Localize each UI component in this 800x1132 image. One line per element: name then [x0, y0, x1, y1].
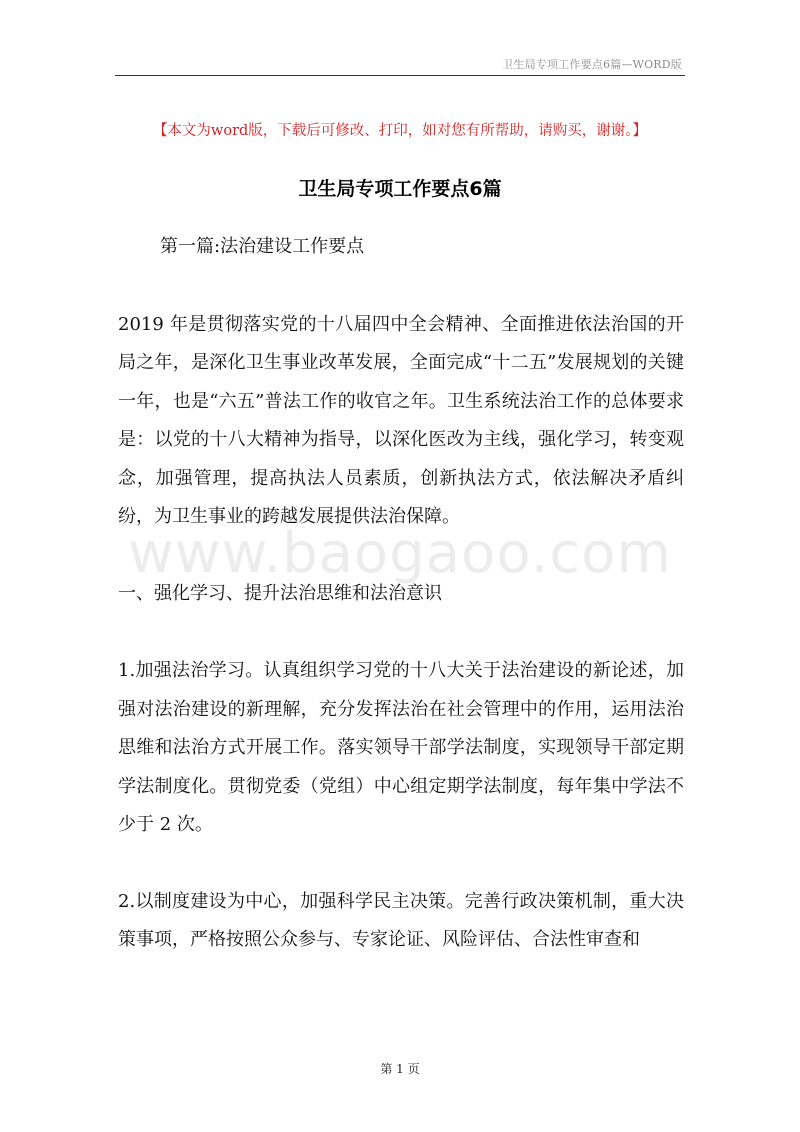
purchase-notice: 【本文为word版，下载后可修改、打印，如对您有所帮助，请购买，谢谢。】	[152, 123, 648, 139]
document-body	[118, 228, 684, 998]
paragraph-item-2: 2.以制度建设为中心，加强科学民主决策。完善行政决策机制，重大决策事项，严格按照公众参与、专家论证、风险评估、合法性审查和	[118, 890, 684, 950]
watermark: www.baogaoo.com	[128, 521, 672, 586]
header-divider	[115, 75, 685, 76]
section-heading: 一、强化学习、提升法治思维和法治意识	[118, 582, 442, 604]
paragraph-intro: 2019 年是贯彻落实党的十八届四中全会精神、全面推进依法治国的开局之年，是深化卫生事业改革发展，全面完成“十二五”发展规划的关键一年，也是“六五”普法工作的收官之年。卫生系统法治工作的总体要求是：以党的十八大精神为指导，以深化医改为主线，强化学习，转变观念，加强管理，提高执法人员素质，创新执法方式，依法解决矛盾纠纷，为卫生事业的跨越发展提供法治保障。	[118, 313, 684, 527]
section-subtitle: 第一篇:法治建设工作要点	[160, 236, 365, 257]
running-header: 卫生局专项工作要点6篇—WORD版	[502, 58, 682, 71]
document-title: 卫生局专项工作要点6篇	[298, 178, 502, 200]
paragraph-item-1: 1.加强法治学习。认真组织学习党的十八大关于法治建设的新论述，加强对法治建设的新理解，充分发挥法治在社会管理中的作用，运用法治思维和法治方式开展工作。落实领导干部学法制度，实现领导干部定期学法制度化。贯彻党委（党组）中心组定期学法制度，每年集中学法不少于 2 次。	[118, 660, 684, 835]
page-number: 第 1 页	[380, 1062, 420, 1076]
